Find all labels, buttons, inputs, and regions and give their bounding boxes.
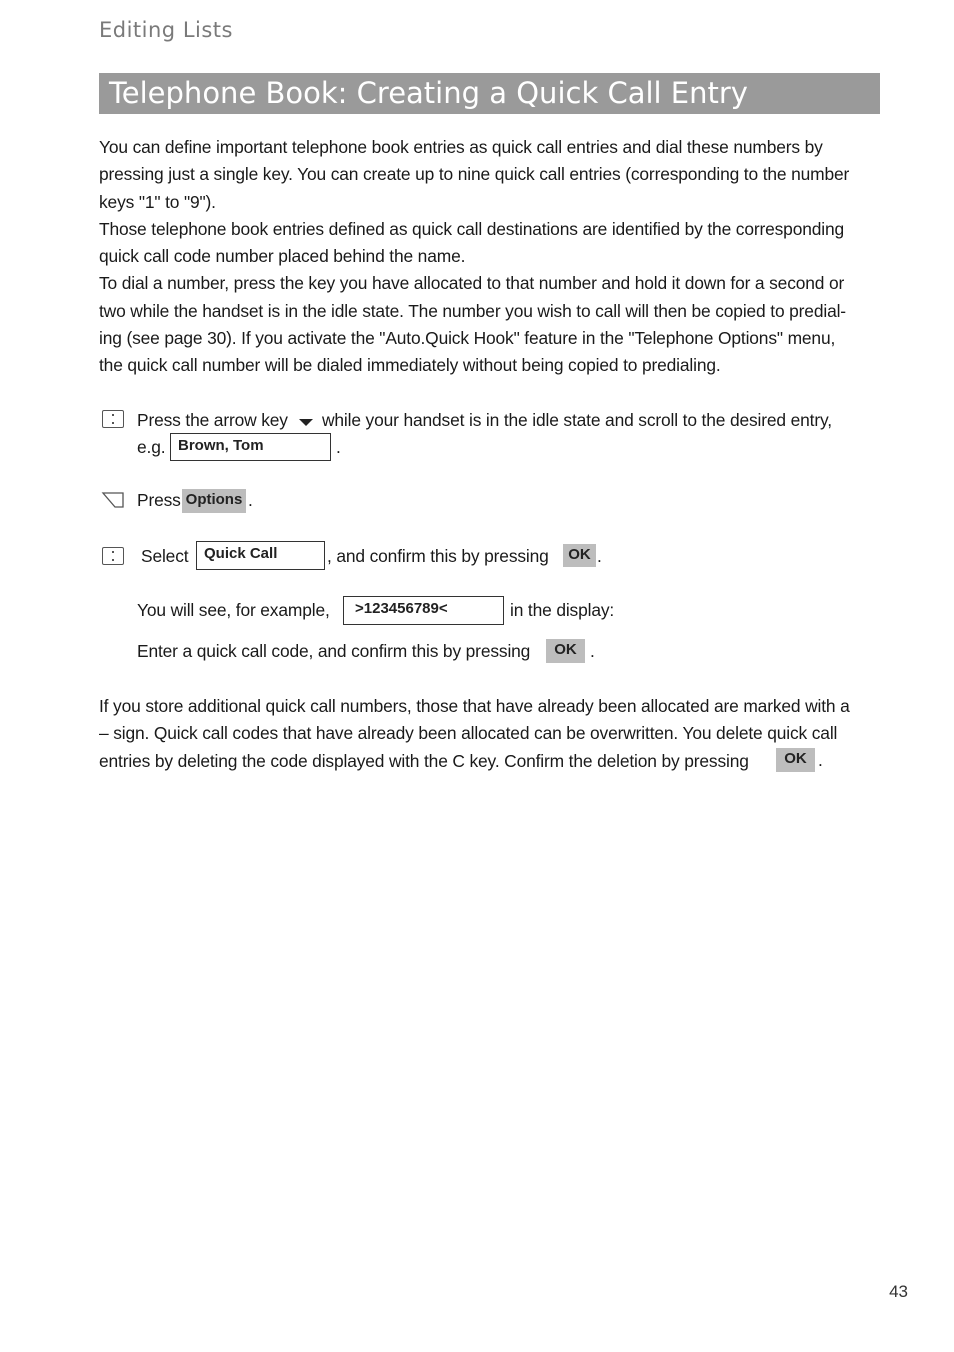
step-4-text: You will see, for example,	[137, 600, 330, 620]
intro-line: Those telephone book entries defined as quick call destinations are identified by the corresponding	[99, 218, 845, 239]
options-softkey[interactable]: Options	[182, 489, 246, 513]
closing-line: – sign. Quick call codes that have already been allocated can be overwritten. You delete quick call	[99, 723, 838, 744]
page-title: Telephone Book: Creating a Quick Call Entry	[109, 76, 748, 110]
ok-softkey[interactable]: OK	[546, 639, 585, 663]
display-box: Quick Call	[196, 541, 325, 570]
step-2-end: .	[248, 490, 253, 510]
step-1-end: .	[336, 437, 341, 457]
intro-text	[99, 134, 889, 380]
navigation-key-icon	[102, 547, 124, 565]
page-number: 43	[889, 1282, 908, 1301]
step-1-text: Press the arrow key	[137, 410, 288, 430]
closing-line: entries by deleting the code displayed with the C key. Confirm the deletion by pressing	[99, 750, 749, 771]
intro-line: pressing just a single key. You can create up to nine quick call entries (corresponding to the number	[99, 164, 850, 185]
section-header: Editing Lists	[99, 18, 233, 42]
intro-line: You can define important telephone book entries as quick call entries and dial these numbers by	[99, 137, 823, 157]
step-2-text: Press	[137, 490, 181, 510]
intro-line: quick call code number placed behind the name.	[99, 246, 466, 267]
closing-line: If you store additional quick call numbers, those that have already been allocated are marked with a	[99, 696, 850, 716]
step-3-end: .	[597, 546, 602, 566]
intro-line: two while the handset is in the idle state. The number you wish to call will then be copied to predial-	[99, 300, 846, 321]
intro-line: To dial a number, press the key you have allocated to that number and hold it down for a second or	[99, 273, 845, 294]
step-1-eg: e.g.	[137, 437, 166, 457]
closing-text	[99, 693, 889, 775]
closing-end: .	[818, 750, 823, 770]
intro-line: ing (see page 30). If you activate the "Auto.Quick Hook" feature in the "Telephone Options" menu,	[99, 328, 836, 349]
softkey-icon	[101, 491, 125, 509]
intro-line: keys "1" to "9").	[99, 191, 216, 212]
step-4-continuation: in the display:	[510, 600, 615, 620]
step-3-text: Select	[141, 546, 189, 566]
page-title-bar	[99, 73, 880, 114]
ok-softkey[interactable]: OK	[776, 748, 815, 772]
step-3-continuation: , and confirm this by pressing	[327, 546, 549, 566]
arrow-down-icon	[298, 418, 314, 428]
navigation-key-icon	[102, 410, 124, 428]
intro-line: the quick call number will be dialed immediately without being copied to predialing.	[99, 355, 721, 376]
ok-softkey[interactable]: OK	[563, 544, 596, 567]
step-5-text: Enter a quick call code, and confirm this by pressing	[137, 641, 531, 661]
step-5-end: .	[590, 641, 595, 661]
display-box: >123456789<	[343, 596, 504, 625]
display-box: Brown, Tom	[170, 433, 331, 461]
step-1-continuation: while your handset is in the idle state and scroll to the desired entry,	[322, 410, 832, 430]
closing-line-last	[99, 748, 889, 775]
